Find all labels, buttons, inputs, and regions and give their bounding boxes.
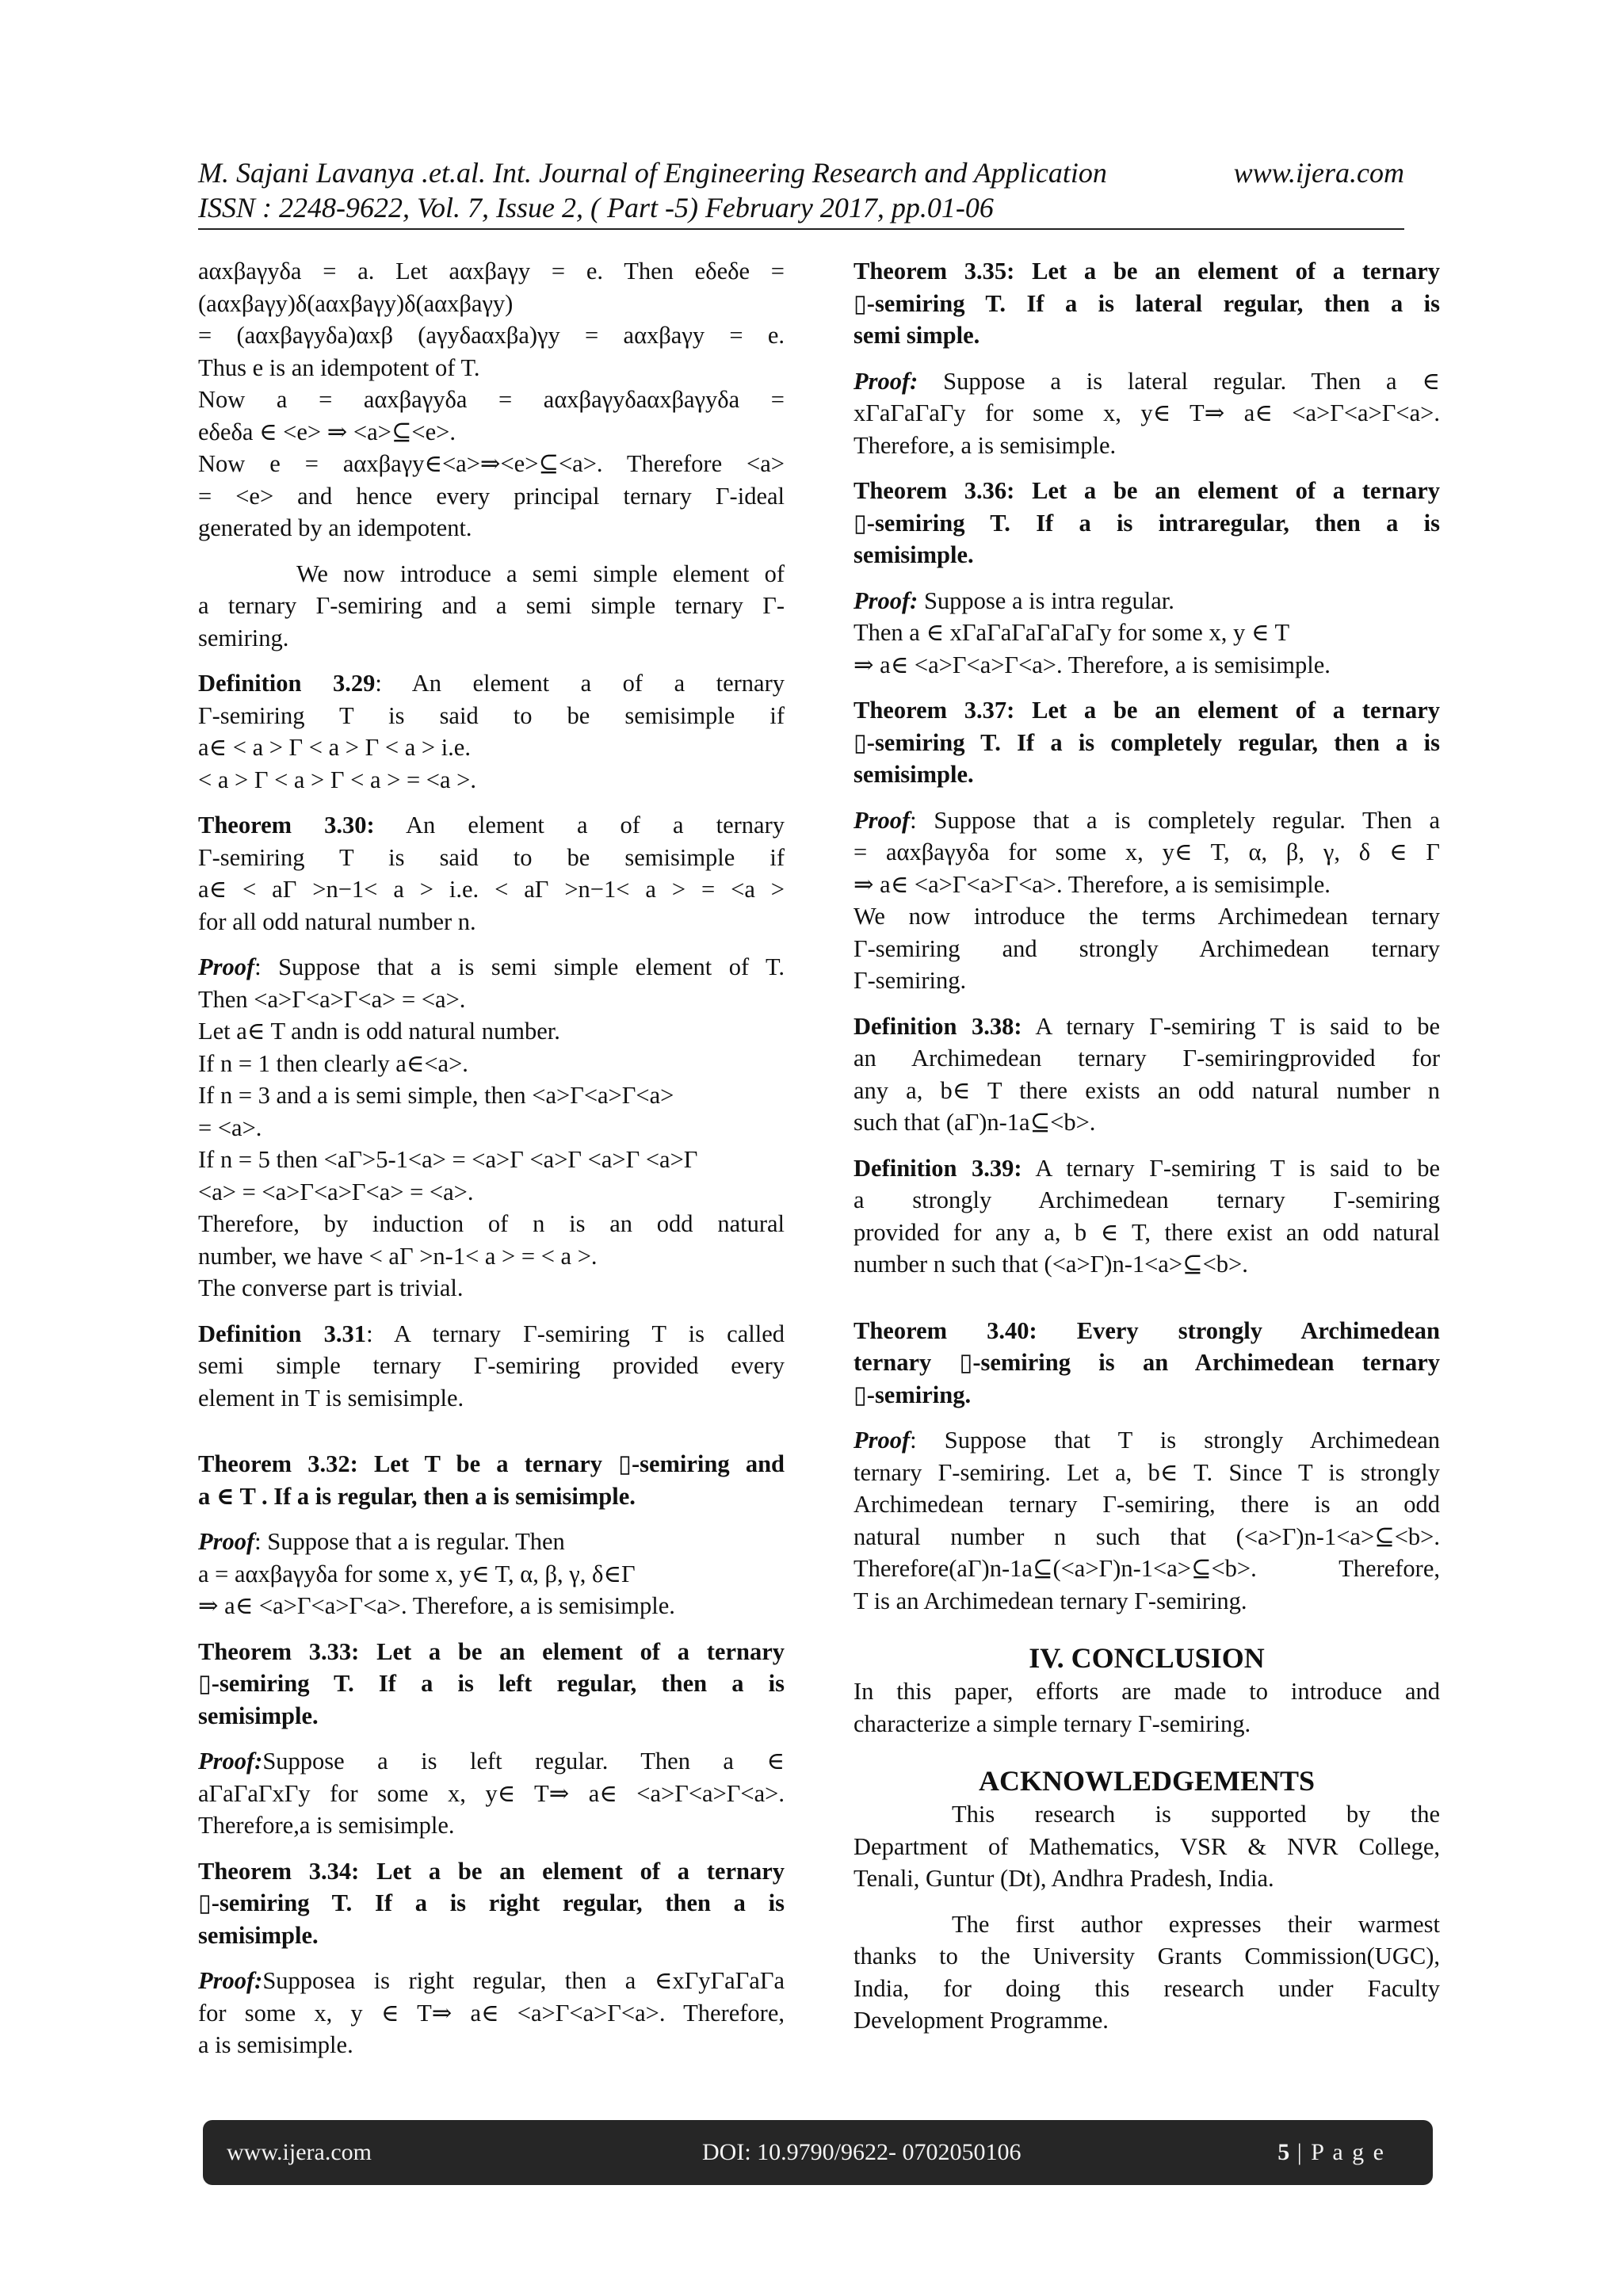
definition-3-31 <box>198 1318 785 1415</box>
proof-3-34 <box>198 1965 785 2061</box>
text-line: thanks to the University Grants Commission(UGC), <box>854 1943 1440 1969</box>
text-line: Γ-semiring and strongly Archimedean ternary <box>854 934 1440 962</box>
text-line: generated by an idempotent. <box>198 514 472 541</box>
definition-label: Definition 3.31 <box>198 1320 367 1347</box>
text-line: Theorem 3.40: Every strongly Archimedean <box>854 1316 1440 1344</box>
text-line: : An element a of a ternary <box>375 670 785 697</box>
text-line: If n = 1 then clearly a∈<a>. <box>198 1049 468 1077</box>
proof-3-33 <box>198 1745 785 1842</box>
proof-3-40 <box>854 1424 1440 1617</box>
text-line: Development Programme. <box>854 2007 1109 2034</box>
text-line: If n = 5 then <aΓ>5-1<a> = <a>Γ <a>Γ <a>Γ <a>Γ <box>198 1146 698 1173</box>
text-line: ▯-semiring T. If a is left regular, then a is <box>198 1670 785 1697</box>
text-line: The first author expresses their warmest <box>952 1910 1440 1938</box>
text-line: <a> = <a>Γ<a>Γ<a> = <a>. <box>198 1178 474 1205</box>
text-line: Now a = aαxβaγyδa = aαxβaγyδaαxβaγyδa = <box>198 386 785 413</box>
proof-3-30 <box>198 951 785 1305</box>
text-line: a∈ < a > Γ < a > Γ < a > i.e. <box>198 734 471 761</box>
text-line: A ternary Γ-semiring T is said to be <box>1022 1012 1440 1040</box>
proof-label: Proof <box>198 1528 255 1555</box>
paragraph-idempotent-proof <box>198 255 785 544</box>
text-line: a strongly Archimedean ternary Γ-semiring <box>854 1186 1440 1213</box>
text-line: provided for any a, b ∈ T, there exist an odd natural <box>854 1218 1440 1246</box>
footer-page-number <box>1277 2120 1385 2185</box>
text-line: = <a>. <box>198 1114 262 1141</box>
text-line: ▯-semiring T. If a is lateral regular, then a is <box>854 289 1440 317</box>
proof-label: Proof <box>854 1427 911 1454</box>
theorem-3-36 <box>854 475 1440 571</box>
text-line: Theorem 3.32: Let T be a ternary ▯-semiring and <box>198 1450 785 1477</box>
text-line: Archimedean ternary Γ-semiring, there is an odd <box>854 1491 1440 1518</box>
text-line: We now introduce a semi simple element of <box>296 560 785 587</box>
text-line: ▯-semiring T. If a is completely regular, then a is <box>854 728 1440 756</box>
text-line: : Suppose that a is regular. Then <box>254 1528 565 1555</box>
text-line: A ternary Γ-semiring T is said to be <box>1022 1154 1440 1182</box>
header-authors-journal: M. Sajani Lavanya .et.al. Int. Journal of Engineering Research and Application <box>198 157 1107 189</box>
text-line: Then a ∈ xΓaΓaΓaΓaΓaΓy for some x, y ∈ T <box>854 619 1290 646</box>
text-line: semi simple ternary Γ-semiring provided every <box>198 1352 785 1379</box>
text-line: aαxβaγyδa = a. Let aαxβaγy = e. Then eδeδe = <box>198 258 785 285</box>
text-line: Γ-semiring T is said to be semisimple if <box>198 701 785 729</box>
text-line: characterize a simple ternary Γ-semiring. <box>854 1710 1251 1737</box>
text-line: T is an Archimedean ternary Γ-semiring. <box>854 1587 1247 1614</box>
text-line: Γ-semiring T is said to be semisimple if <box>198 843 785 871</box>
text-line: : Suppose that T is strongly Archimedean <box>910 1427 1440 1454</box>
text-line: Theorem 3.37: Let a be an element of a ternary <box>854 697 1440 724</box>
text-line: a = aαxβaγyδa for some x, y∈ T, α, β, γ, δ∈Γ <box>198 1560 636 1587</box>
text-line: element in T is semisimple. <box>198 1384 464 1412</box>
theorem-label: Theorem 3.30: <box>198 812 375 839</box>
text-line: number, we have < aΓ >n-1< a > = < a >. <box>198 1242 598 1270</box>
text-line: ▯-semiring T. If a is intraregular, then a is <box>854 509 1440 537</box>
text-line: Now e = aαxβaγy∈<a>⇒<e>⊆<a>. Therefore <a> <box>198 450 785 477</box>
text-line: ⇒ a∈ <a>Γ<a>Γ<a>. Therefore, a is semisimple. <box>854 870 1331 898</box>
page-number: 5 <box>1277 2139 1290 2165</box>
left-column <box>198 255 785 2061</box>
text-line: Tenali, Guntur (Dt), Andhra Pradesh, India. <box>854 1865 1274 1892</box>
paragraph-semisimple-intro <box>198 558 785 655</box>
text-line: semisimple. <box>854 761 974 788</box>
text-line: Suppose a is left regular. Then a ∈ <box>262 1748 785 1775</box>
text-line: India, for doing this research under Faculty <box>854 1974 1440 2002</box>
acknowledgement-paragraph-1 <box>854 1798 1440 1895</box>
text-line: semisimple. <box>198 1921 319 1949</box>
text-line: semisimple. <box>198 1702 319 1729</box>
text-line: semisimple. <box>854 541 974 568</box>
text-line: : A ternary Γ-semiring T is called <box>366 1320 785 1347</box>
page-label: | P a g e <box>1289 2139 1385 2165</box>
text-line: Thus e is an idempotent of T. <box>198 353 480 381</box>
text-line: Therefore,a is semisimple. <box>198 1812 455 1839</box>
theorem-3-30 <box>198 809 785 938</box>
proof-3-36 <box>854 585 1440 682</box>
text-line: We now introduce the terms Archimedean ternary <box>854 903 1440 930</box>
page-footer <box>203 2120 1433 2185</box>
theorem-3-32 <box>198 1448 785 1512</box>
proof-label: Proof: <box>854 367 918 395</box>
text-line: : Suppose that a is semi simple element of T. <box>254 953 785 980</box>
text-line: < a > Γ < a > Γ < a > = <a >. <box>198 766 476 793</box>
text-line: Theorem 3.35: Let a be an element of a ternary <box>854 258 1440 285</box>
text-line: If n = 3 and a is semi simple, then <a>Γ<a>Γ<a> <box>198 1082 674 1109</box>
proof-label: Proof <box>198 953 255 980</box>
text-line: an Archimedean ternary Γ-semiringprovided for <box>854 1045 1440 1072</box>
text-line: a ternary Γ-semiring and a semi simple ternary Γ- <box>198 592 785 619</box>
text-line: Department of Mathematics, VSR & NVR College, <box>854 1832 1440 1860</box>
text-line: Theorem 3.33: Let a be an element of a ternary <box>198 1637 785 1665</box>
text-line: semi simple. <box>854 322 980 349</box>
text-line: ternary ▯-semiring is an Archimedean ternary <box>854 1349 1440 1376</box>
text-line: a ∈ T . If a is regular, then a is semisimple. <box>198 1482 636 1510</box>
text-line: for some x, y ∈ T⇒ a∈ <a>Γ<a>Γ<a>. Therefore, <box>198 1999 785 2027</box>
text-line: Then <a>Γ<a>Γ<a> = <a>. <box>198 985 466 1013</box>
proof-label: Proof: <box>198 1748 263 1775</box>
section-heading-conclusion: IV. CONCLUSION <box>1029 1642 1265 1674</box>
proof-label: Proof: <box>854 586 918 614</box>
text-line: Suppose a is intra regular. <box>918 586 1174 614</box>
text-line: ⇒ a∈ <a>Γ<a>Γ<a>. Therefore, a is semisimple. <box>854 651 1331 678</box>
acknowledgement-paragraph-2 <box>854 1908 1440 2037</box>
text-line: Suppose a is lateral regular. Then a ∈ <box>918 367 1440 395</box>
text-line: xΓaΓaΓaΓy for some x, y∈ T⇒ a∈ <a>Γ<a>Γ<a>. <box>854 399 1440 426</box>
text-line: ⇒ a∈ <a>Γ<a>Γ<a>. Therefore, a is semisimple. <box>198 1592 675 1619</box>
proof-3-32 <box>198 1526 785 1622</box>
text-line: ternary Γ-semiring. Let a, b∈ T. Since T is strongly <box>854 1458 1440 1486</box>
text-line: natural number n such that (<a>Γ)n-1<a>⊆<b>. <box>854 1522 1440 1550</box>
definition-label: Definition 3.38: <box>854 1012 1022 1040</box>
header-citation-line <box>198 155 1404 190</box>
proof-3-37 <box>854 804 1440 997</box>
text-line: number n such that (<a>Γ)n-1<a>⊆<b>. <box>854 1251 1248 1278</box>
running-header <box>198 155 1404 225</box>
definition-3-38 <box>854 1010 1440 1139</box>
definition-label: Definition 3.39: <box>854 1154 1022 1182</box>
proof-label: Proof: <box>198 1967 263 1994</box>
text-line: any a, b∈ T there exists an odd natural number n <box>854 1076 1440 1104</box>
header-issn-line: ISSN : 2248-9622, Vol. 7, Issue 2, ( Part -5) February 2017, pp.01-06 <box>198 192 994 223</box>
text-line: ▯-semiring. <box>854 1381 972 1408</box>
theorem-3-37 <box>854 694 1440 791</box>
text-line: Therefore(aΓ)n-1a⊆(<a>Γ)n-1<a>⊆<b>. Therefore, <box>854 1555 1440 1582</box>
text-line: This research is supported by the <box>952 1801 1440 1828</box>
text-line: a is semisimple. <box>198 2031 353 2058</box>
header-journal-url[interactable]: www.ijera.com <box>1233 157 1404 189</box>
definition-3-29 <box>198 667 785 796</box>
theorem-3-33 <box>198 1636 785 1733</box>
proof-3-35 <box>854 365 1440 462</box>
text-line: a∈ < aΓ >n−1< a > i.e. < aΓ >n−1< a > = <a > <box>198 876 785 903</box>
footer-journal-url[interactable]: www.ijera.com <box>227 2139 372 2165</box>
text-line: ▯-semiring T. If a is right regular, then a is <box>198 1889 785 1916</box>
text-line: aΓaΓaΓxΓy for some x, y∈ T⇒ a∈ <a>Γ<a>Γ<a>. <box>198 1779 785 1807</box>
text-line: eδeδa ∈ <e> ⇒ <a>⊆<e>. <box>198 418 456 445</box>
text-line: : Suppose that a is completely regular. Then a <box>910 806 1440 834</box>
right-column <box>854 255 1440 2037</box>
text-line: Γ-semiring. <box>854 967 967 994</box>
text-line: semiring. <box>198 624 289 651</box>
text-line: Theorem 3.34: Let a be an element of a ternary <box>198 1857 785 1885</box>
definition-3-39 <box>854 1152 1440 1281</box>
text-line: Therefore, by induction of n is an odd natural <box>198 1210 785 1237</box>
text-line: Theorem 3.36: Let a be an element of a ternary <box>854 477 1440 504</box>
footer-doi: DOI: 10.9790/9622- 0702050106 <box>702 2139 1022 2165</box>
text-line: = (aαxβaγyδa)αxβ (aγyδaαxβa)γy = aαxβaγy = e. <box>198 322 785 349</box>
theorem-3-40 <box>854 1315 1440 1412</box>
text-line: In this paper, efforts are made to introduce and <box>854 1678 1440 1705</box>
proof-label: Proof <box>854 806 911 834</box>
text-line: Supposea is right regular, then a ∈xΓyΓaΓaΓa <box>262 1967 785 1994</box>
header-divider <box>198 228 1404 230</box>
text-line: The converse part is trivial. <box>198 1274 464 1301</box>
text-line: Let a∈ T andn is odd natural number. <box>198 1018 560 1045</box>
text-line: for all odd natural number n. <box>198 907 476 935</box>
text-line: = aαxβaγyδa for some x, y∈ T, α, β, γ, δ ∈ Γ <box>854 839 1440 865</box>
conclusion-paragraph <box>854 1675 1440 1740</box>
text-line: An element a of a ternary <box>374 812 785 839</box>
text-line: = <e> and hence every principal ternary Γ-ideal <box>198 482 785 510</box>
text-line: such that (aΓ)n-1a⊆<b>. <box>854 1109 1096 1136</box>
text-line: Therefore, a is semisimple. <box>854 431 1117 459</box>
theorem-3-35 <box>854 255 1440 352</box>
definition-label: Definition 3.29 <box>198 670 376 697</box>
theorem-3-34 <box>198 1855 785 1952</box>
text-line: (aαxβaγy)δ(aαxβaγy)δ(aαxβaγy) <box>198 289 514 317</box>
section-heading-acknowledgements: ACKNOWLEDGEMENTS <box>978 1765 1316 1797</box>
